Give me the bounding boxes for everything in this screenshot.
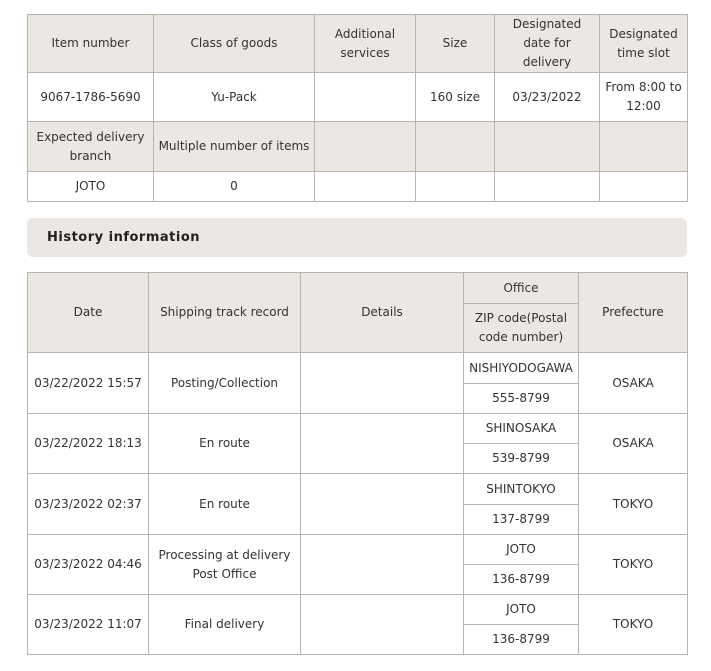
header-designated-date: Designated date for delivery bbox=[495, 15, 600, 73]
history-zip: 136-8799 bbox=[464, 625, 579, 655]
history-header-row bbox=[28, 273, 688, 304]
history-prefecture: TOKYO bbox=[579, 595, 688, 655]
history-record: En route bbox=[149, 414, 301, 474]
history-details bbox=[301, 474, 464, 535]
header-additional-services: Additional services bbox=[315, 15, 416, 73]
history-zip: 137-8799 bbox=[464, 505, 579, 535]
item-header-row-2 bbox=[28, 122, 688, 172]
expected-branch-value: JOTO bbox=[28, 172, 154, 202]
history-prefecture: OSAKA bbox=[579, 414, 688, 474]
history-office: JOTO bbox=[464, 535, 579, 565]
header-item-number: Item number bbox=[28, 15, 154, 73]
history-row bbox=[28, 353, 688, 384]
history-zip: 539-8799 bbox=[464, 444, 579, 474]
history-record: Posting/Collection bbox=[149, 353, 301, 414]
history-prefecture: TOKYO bbox=[579, 474, 688, 535]
history-date: 03/22/2022 15:57 bbox=[28, 353, 149, 414]
history-date: 03/23/2022 02:37 bbox=[28, 474, 149, 535]
item-info-table bbox=[27, 14, 688, 202]
header-designated-time-slot: Designated time slot bbox=[600, 15, 688, 73]
history-body bbox=[28, 353, 688, 655]
history-details bbox=[301, 414, 464, 474]
history-date: 03/22/2022 18:13 bbox=[28, 414, 149, 474]
header-zip-code: ZIP code(Postal code number) bbox=[464, 304, 579, 353]
history-record: Processing at delivery Post Office bbox=[149, 535, 301, 595]
header-date: Date bbox=[28, 273, 149, 353]
history-prefecture: OSAKA bbox=[579, 353, 688, 414]
multiple-items-value: 0 bbox=[154, 172, 315, 202]
history-row bbox=[28, 474, 688, 505]
empty-header-cell bbox=[495, 122, 600, 172]
history-office: SHINTOKYO bbox=[464, 474, 579, 505]
additional-services-value bbox=[315, 73, 416, 122]
history-section-heading: History information bbox=[27, 218, 687, 257]
history-details bbox=[301, 535, 464, 595]
history-zip: 136-8799 bbox=[464, 565, 579, 595]
header-multiple-items: Multiple number of items bbox=[154, 122, 315, 172]
designated-date-value: 03/23/2022 bbox=[495, 73, 600, 122]
empty-cell bbox=[600, 172, 688, 202]
empty-header-cell bbox=[416, 122, 495, 172]
history-date: 03/23/2022 04:46 bbox=[28, 535, 149, 595]
header-prefecture: Prefecture bbox=[579, 273, 688, 353]
item-value-row-2 bbox=[28, 172, 688, 202]
history-record: En route bbox=[149, 474, 301, 535]
item-value-row bbox=[28, 73, 688, 122]
history-zip: 555-8799 bbox=[464, 384, 579, 414]
empty-cell bbox=[416, 172, 495, 202]
header-details: Details bbox=[301, 273, 464, 353]
history-table bbox=[27, 272, 688, 655]
header-size: Size bbox=[416, 15, 495, 73]
header-class-of-goods: Class of goods bbox=[154, 15, 315, 73]
empty-cell bbox=[315, 172, 416, 202]
history-office: JOTO bbox=[464, 595, 579, 625]
history-row bbox=[28, 535, 688, 565]
header-office: Office bbox=[464, 273, 579, 304]
history-office: SHINOSAKA bbox=[464, 414, 579, 444]
empty-header-cell bbox=[315, 122, 416, 172]
header-shipping-track-record: Shipping track record bbox=[149, 273, 301, 353]
class-of-goods-value: Yu-Pack bbox=[154, 73, 315, 122]
history-row bbox=[28, 595, 688, 625]
history-details bbox=[301, 595, 464, 655]
empty-cell bbox=[495, 172, 600, 202]
header-expected-delivery-branch: Expected delivery branch bbox=[28, 122, 154, 172]
history-prefecture: TOKYO bbox=[579, 535, 688, 595]
history-date: 03/23/2022 11:07 bbox=[28, 595, 149, 655]
history-office: NISHIYODOGAWA bbox=[464, 353, 579, 384]
designated-time-slot-value: From 8:00 to 12:00 bbox=[600, 73, 688, 122]
empty-header-cell bbox=[600, 122, 688, 172]
item-header-row bbox=[28, 15, 688, 73]
history-details bbox=[301, 353, 464, 414]
history-row bbox=[28, 414, 688, 444]
history-record: Final delivery bbox=[149, 595, 301, 655]
size-value: 160 size bbox=[416, 73, 495, 122]
item-number-value: 9067-1786-5690 bbox=[28, 73, 154, 122]
